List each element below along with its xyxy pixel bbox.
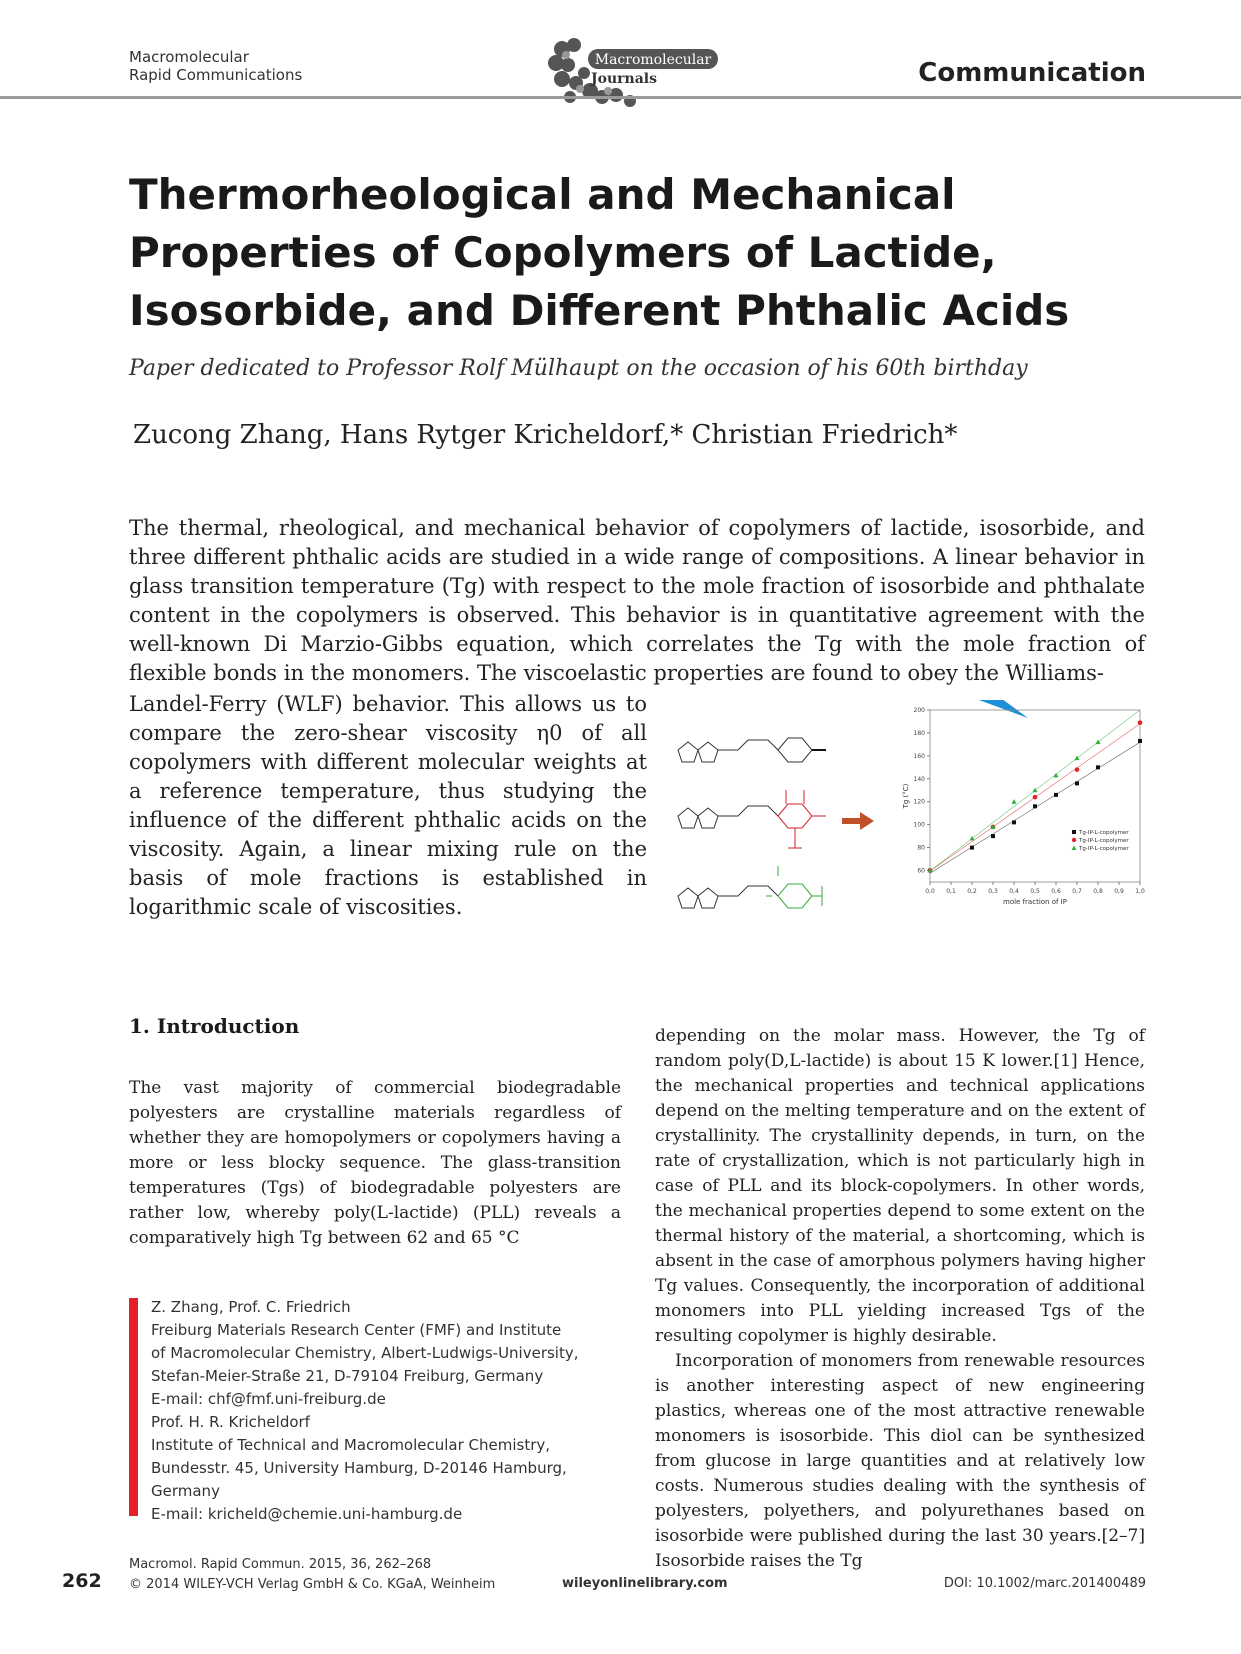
data-point-black (1054, 793, 1058, 797)
structure-green (678, 866, 822, 908)
legend-marker (1072, 830, 1076, 834)
affiliation-line: Z. Zhang, Prof. C. Friedrich (151, 1298, 351, 1316)
data-point-green (1075, 756, 1080, 761)
affiliation-line: Prof. H. R. Kricheldorf (151, 1413, 310, 1431)
y-tick-label: 200 (913, 707, 925, 714)
x-tick-label: 1,0 (1135, 888, 1145, 895)
x-tick-label: 0,5 (1030, 888, 1040, 895)
y-tick-label: 80 (917, 844, 925, 852)
page-number: 262 (62, 1570, 102, 1592)
y-tick-label: 100 (913, 821, 925, 829)
data-point-green (1096, 740, 1101, 745)
data-point-black (1096, 765, 1100, 769)
data-point-black (991, 834, 995, 838)
legend-label: Tg-IP-L-copolymer (1079, 846, 1129, 852)
header-rule (0, 96, 1241, 99)
affiliation-line: of Macromolecular Chemistry, Albert-Ludwigs-University, (151, 1344, 579, 1362)
intro-right-column (655, 1024, 1145, 1574)
structure-red (678, 790, 826, 848)
data-point-red (1075, 767, 1080, 772)
logo-text-line1: Macromolecular (594, 52, 712, 68)
affiliation-line: Bundesstr. 45, University Hamburg, D-20146 Hamburg, (151, 1459, 567, 1477)
legend-marker (1072, 846, 1077, 851)
abstract-bottom: Landel-Ferry (WLF) behavior. This allows us to compare the zero-shear viscosity η0 of all copolymers with different molecular weights at a reference temperature, thus studying the influence of the different phthalic acids on the viscosity. Again, a linear mixing rule on the basis of mole fractions is established in logarithmic scale of viscosities. (129, 692, 647, 919)
arrow-icon (842, 812, 874, 830)
x-tick-label: 0,3 (988, 888, 998, 895)
intro-paragraph-right-1: depending on the molar mass. However, the Tg of random poly(D,L-lactide) is about 15 K lower.[1] Hence, the mechanical properties and technical applications depend on the melting temperature and on the extent of crystallinity. The crystallinity depends, in turn, on the rate of crystallization, which is not particularly high in case of PLL and its block-copolymers. In other words, the mechanical properties depend to some extent on the thermal history of the material, a shortcoming, which is absent in the case of amorphous polymers having higher Tg values. Consequently, the incorporation of additional monomers into PLL yielding increased Tgs of the resulting copolymer is highly desirable. (655, 1026, 1145, 1346)
footer-site-link[interactable]: wileyonlinelibrary.com (562, 1576, 728, 1591)
x-tick-label: 0,0 (925, 888, 935, 895)
footer-citation (129, 1555, 495, 1595)
legend-label: Tg-IP-L-copolymer (1079, 838, 1129, 844)
x-tick-label: 0,1 (946, 888, 956, 895)
affiliation-line: Germany (151, 1482, 220, 1500)
x-axis-label: mole fraction of IP (1003, 898, 1067, 906)
y-tick-label: 140 (913, 775, 925, 783)
macromolecular-journals-logo (540, 35, 720, 113)
data-point-green (970, 836, 975, 841)
citation: Macromol. Rapid Commun. 2015, 36, 262–268 (129, 1557, 432, 1572)
journal-name-line1: Macromolecular (129, 48, 249, 66)
data-point-green (1033, 788, 1038, 793)
x-tick-label: 0,7 (1072, 888, 1082, 895)
x-tick-label: 0,4 (1009, 888, 1019, 895)
affiliation-email[interactable]: E-mail: kricheld@chemie.uni-hamburg.de (151, 1505, 463, 1523)
intro-paragraph-left: The vast majority of commercial biodegradable polyesters are crystalline materials regardless of whether they are homopolymers or copolymers having a more or less blocky sequence. The glass-transition temperatures (Tgs) of biodegradable polyesters are rather low, whereby poly(L-lactide) (PLL) reveals a comparatively high Tg between 62 and 65 °C (129, 1078, 621, 1248)
affiliation-line: Stefan-Meier-Straße 21, D-79104 Freiburg, Germany (151, 1367, 544, 1385)
affiliation-line: Freiburg Materials Research Center (FMF) and Institute (151, 1321, 562, 1339)
data-point-black (1075, 781, 1079, 785)
y-tick-label: 160 (913, 752, 925, 760)
structure-black (678, 738, 826, 762)
article-title: Thermorheological and Mechanical Properties of Copolymers of Lactide, Isosorbide, and Different Phthalic Acids (129, 170, 1070, 335)
data-point-black (1138, 739, 1142, 743)
tg-chart (902, 707, 1145, 906)
y-tick-label: 120 (913, 798, 925, 806)
callout-box (890, 700, 1028, 718)
data-point-red (1138, 720, 1143, 725)
data-point-red (1033, 795, 1038, 800)
logo-text-line2: Journals (591, 71, 657, 87)
toc-graphic-svg (668, 700, 1150, 940)
x-tick-label: 0,8 (1093, 888, 1103, 895)
y-tick-label: 60 (917, 867, 925, 875)
dedication: Paper dedicated to Professor Rolf Mülhaupt on the occasion of his 60th birthday (129, 356, 1028, 381)
section-label: Communication (918, 58, 1146, 88)
affiliations (151, 1296, 579, 1526)
intro-paragraph-right-2: Incorporation of monomers from renewable resources is another interesting aspect of new engineering plastics, whereas one of the most attractive renewable monomers is isosorbide. This diol can be synthesized from glucose in large quantities and at relatively low costs. Numerous studies dealing with the synthesis of polyesters, polyethers, and polyurethanes based on isosorbide were published during the last 30 years.[2–7] Isosorbide raises the Tg (655, 1351, 1145, 1571)
authors: Zucong Zhang, Hans Rytger Kricheldorf,* Christian Friedrich* (133, 420, 958, 450)
toc-graphic (668, 700, 1150, 940)
data-point-green (1054, 773, 1059, 778)
data-point-green (1012, 799, 1017, 804)
footer-doi[interactable]: DOI: 10.1002/marc.201400489 (943, 1576, 1146, 1591)
affiliation-line: Institute of Technical and Macromolecular Chemistry, (151, 1436, 551, 1454)
journal-name (129, 48, 302, 84)
affiliation-email[interactable]: E-mail: chf@fmf.uni-freiburg.de (151, 1390, 386, 1408)
journal-name-line2: Rapid Communications (129, 66, 303, 84)
x-tick-label: 0,2 (967, 888, 977, 895)
x-tick-label: 0,6 (1051, 888, 1061, 895)
legend-marker (1072, 838, 1076, 842)
abstract-top: The thermal, rheological, and mechanical behavior of copolymers of lactide, isosorbide, and three different phthalic acids are studied in a wide range of compositions. A linear behavior in glass transition temperature (Tg) with respect to the mole fraction of isosorbide and phthalate content in the copolymers is observed. This behavior is in quantitative agreement with the well-known Di Marzio-Gibbs equation, which correlates the Tg with the mole fraction of flexible bonds in the monomers. The viscoelastic properties are found to obey the Williams- (129, 516, 1145, 685)
x-tick-label: 0,9 (1114, 888, 1124, 895)
section-heading-introduction: 1. Introduction (129, 1014, 300, 1038)
data-point-black (1012, 820, 1016, 824)
y-axis-label: Tg (°C) (902, 783, 910, 809)
y-tick-label: 180 (913, 729, 925, 737)
affiliation-bar (129, 1298, 138, 1516)
data-point-black (1033, 804, 1037, 808)
data-point-black (970, 846, 974, 850)
copyright: © 2014 WILEY-VCH Verlag GmbH & Co. KGaA, Weinheim (129, 1577, 496, 1592)
legend-label: Tg-IP-L-copolymer (1079, 830, 1129, 836)
